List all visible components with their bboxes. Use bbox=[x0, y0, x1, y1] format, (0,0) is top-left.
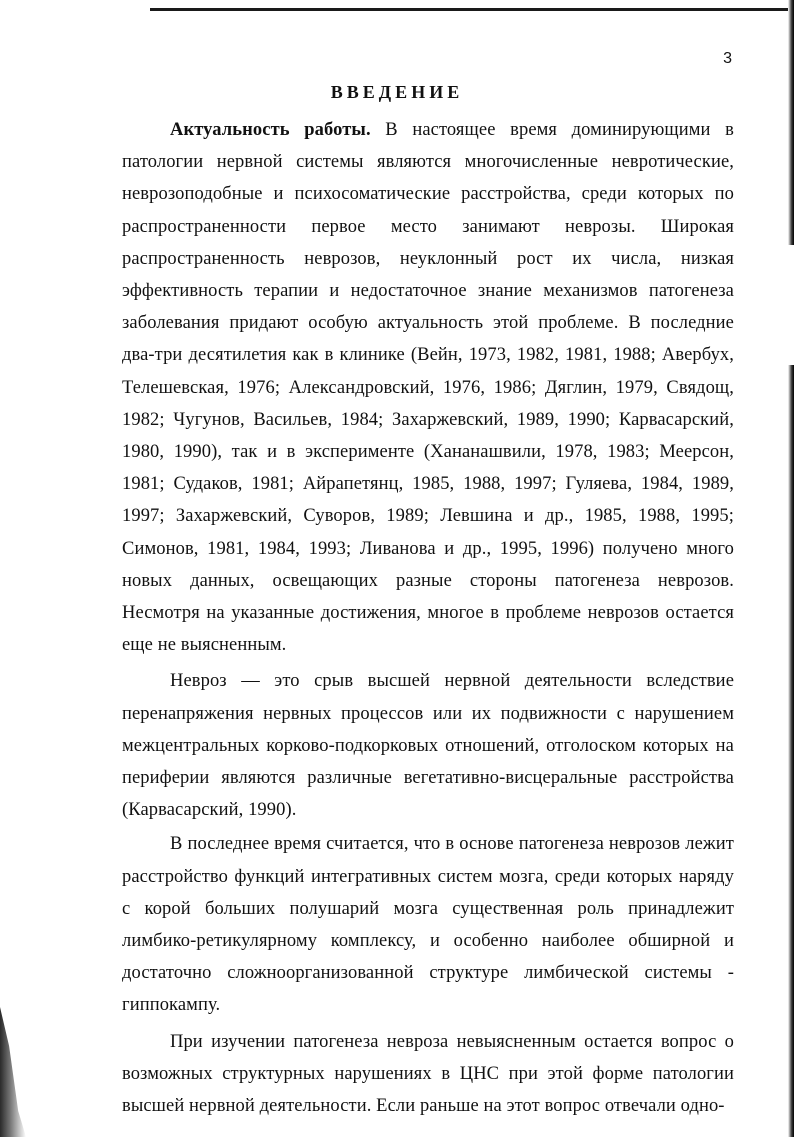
paragraph-text: В настоящее время доминирующими в патологии нервной системы являются многочисленные невротические, неврозоподобные и психосоматические расстройства, среди которых по распространенности первое место занимают неврозы. Широкая распространенность неврозов, неуклонный рост их числа, низкая эффективность терапии и недостаточное знание механизмов патогенеза заболевания придают особую актуальность этой проблеме. В последние два-три десятилетия как в клинике (Вейн, 1973, 1982, 1981, 1988; Авербух, Телешевская, 1976; Александровский, 1976, 1986; Дяглин, 1979, Свядощ, 1982; Чугунов, Васильев, 1984; Захаржевский, 1989, 1990; Карвасарский, 1980, 1990), так и в эксперименте (Хананашвили, 1978, 1983; Меерсон, 1981; Судаков, 1981; Айрапетянц, 1985, 1988, 1997; Гуляева, 1984, 1989, 1997; Захаржевский, Суворов, 1989; Левшина и др., 1985, 1988, 1995; Симонов, 1981, 1984, 1993; Ливанова и др., 1995, 1996) получено много новых данных, освещающих разные стороны патогенеза неврозов. Несмотря на указанные достижения, многое в проблеме неврозов остается еще не выясненным. bbox=[122, 120, 734, 656]
page-title: ВВЕДЕНИЕ bbox=[330, 82, 464, 102]
paragraph-lead: Актуальность работы. bbox=[170, 120, 371, 140]
scan-right-edge bbox=[788, 0, 794, 1137]
page-number: 3 bbox=[723, 50, 732, 67]
scan-right-edge-gap bbox=[788, 245, 794, 365]
scan-corner-mark bbox=[0, 1007, 26, 1137]
body-text bbox=[122, 114, 734, 1122]
paragraph-neurosis-definition: Невроз — это срыв высшей нервной деятельности вследствие перенапряжения нервных процессов или их подвижности с нарушением межцентральных корково-подкорковых отношений, отголоском которых на периферии являются различные вегетативно-висцеральные расстройства (Карвасарский, 1990). bbox=[122, 671, 734, 821]
paragraph-pathogenesis: В последнее время считается, что в основе патогенеза неврозов лежит расстройство функций интегративных систем мозга, среди которых наряду с корой больших полушарий мозга существенная роль принадлежит лимбико-ретикулярному комплексу, и особенно наиболее обширной и достаточно сложноорганизованной структуре лимбической системы - гиппокампу. bbox=[122, 834, 734, 1016]
scan-top-border bbox=[150, 8, 794, 11]
paragraph-relevance bbox=[122, 114, 734, 661]
paragraph-structural-disorders: При изучении патогенеза невроза невыясненным остается вопрос о возможных структурных нарушениях в ЦНС при этой форме патологии высшей нервной деятельности. Если раньше на этот вопрос отвечали одно- bbox=[122, 1031, 734, 1117]
